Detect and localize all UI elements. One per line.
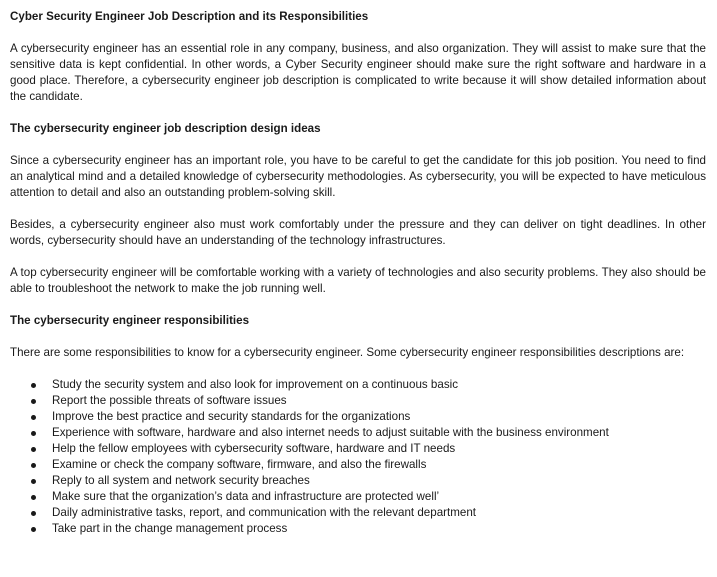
list-item-text: Reply to all system and network security breaches (52, 474, 310, 487)
bullet-icon (31, 511, 36, 516)
list-item (10, 377, 706, 393)
list-item (10, 489, 706, 505)
list-item (10, 457, 706, 473)
list-item-text: Make sure that the organization’s data and infrastructure are protected well’ (52, 490, 440, 503)
document-page (10, 9, 706, 537)
list-item (10, 521, 706, 537)
list-item-text: Daily administrative tasks, report, and communication with the relevant department (52, 506, 477, 519)
intro-paragraph: A cybersecurity engineer has an essential role in any company, business, and also organization. They will assist to make sure that the sensitive data is kept confidential. In other words, a Cyber Security engineer should make sure the right software and hardware in a good place. Therefore, a cybersecurity engineer job description is complicated to write because it will show detailed information about the candidate. (10, 42, 706, 103)
paragraph-analytical-mind: Since a cybersecurity engineer has an important role, you have to be careful to get the candidate for this job position. You need to find an analytical mind and a detailed knowledge of cybersecurity methodologies. As cybersecurity, you will be expected to have meticulous attention to detail and also an outstanding problem-solving skill. (10, 154, 706, 199)
list-item (10, 409, 706, 425)
paragraph-variety-technologies: A top cybersecurity engineer will be comfortable working with a variety of technologies and also security problems. They also should be able to troubleshoot the network to make the job running well. (10, 266, 706, 295)
list-item (10, 473, 706, 489)
list-item (10, 393, 706, 409)
responsibilities-list (10, 377, 706, 537)
bullet-icon (31, 479, 36, 484)
bullet-icon (31, 447, 36, 452)
section-heading-design-ideas: The cybersecurity engineer job description design ideas (10, 122, 321, 135)
list-item (10, 505, 706, 521)
section-heading-responsibilities: The cybersecurity engineer responsibilities (10, 314, 250, 327)
responsibilities-intro: There are some responsibilities to know for a cybersecurity engineer. Some cybersecurity engineer responsibilities descriptions are: (10, 346, 685, 359)
list-item-text: Study the security system and also look for improvement on a continuous basic (52, 378, 458, 391)
bullet-icon (31, 383, 36, 388)
document-title: Cyber Security Engineer Job Description and its Responsibilities (10, 10, 369, 23)
list-item (10, 425, 706, 441)
list-item-text: Experience with software, hardware and also internet needs to adjust suitable with the business environment (52, 426, 609, 439)
bullet-icon (31, 431, 36, 436)
bullet-icon (31, 399, 36, 404)
bullet-icon (31, 463, 36, 468)
list-item-text: Take part in the change management process (52, 522, 288, 535)
list-item-text: Report the possible threats of software issues (52, 394, 287, 407)
bullet-icon (31, 415, 36, 420)
bullet-icon (31, 527, 36, 532)
bullet-icon (31, 495, 36, 500)
list-item-text: Examine or check the company software, firmware, and also the firewalls (52, 458, 427, 471)
list-item (10, 441, 706, 457)
paragraph-pressure-deadlines: Besides, a cybersecurity engineer also must work comfortably under the pressure and they can deliver on tight deadlines. In other words, cybersecurity should have an understanding of the technology infrastructures. (10, 218, 706, 247)
list-item-text: Improve the best practice and security standards for the organizations (52, 410, 411, 423)
list-item-text: Help the fellow employees with cybersecurity software, hardware and IT needs (52, 442, 456, 455)
